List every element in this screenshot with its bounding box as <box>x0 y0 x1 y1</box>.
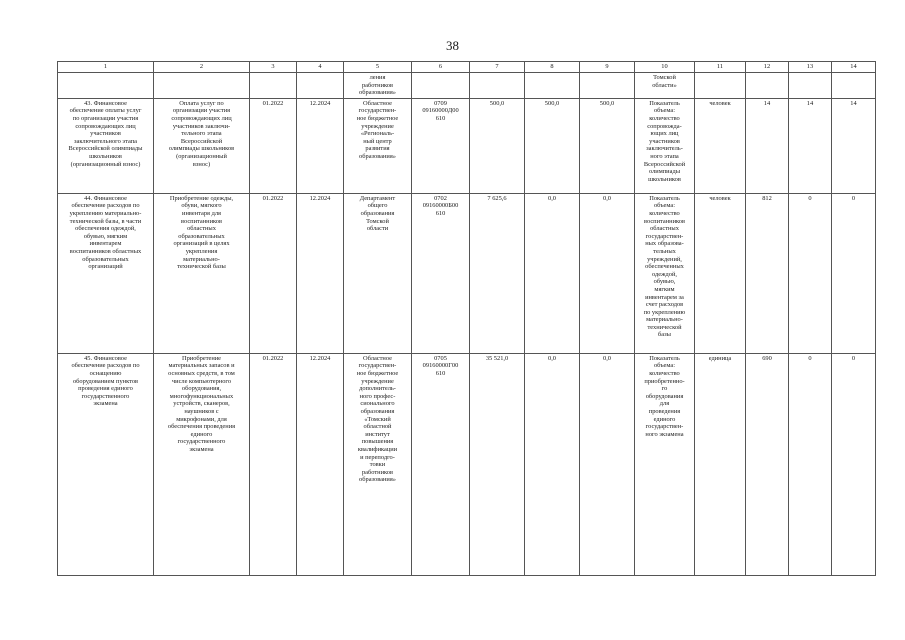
table-cell <box>789 73 832 99</box>
table-cell <box>297 73 344 99</box>
table-cell: человек <box>695 98 746 193</box>
table-cell: единица <box>695 353 746 575</box>
table-cell <box>250 73 297 99</box>
table-cell: Областное государствен- ное бюджетное учреждение дополнитель- ного профес- сионального образования «Томский областной институт повышения квалификации и переподго- товки работников образования» <box>344 353 412 575</box>
table-cell: Показатель объема: количество воспитанников областных государствен- ных образова- тельных учреждений, обеспеченных одеждой, обувью, мягким инвентарем за счет расходов по укреплению материально- технической базы <box>635 193 695 353</box>
column-number-cell: 11 <box>695 62 746 73</box>
table-cell: Департамент общего образования Томской области <box>344 193 412 353</box>
column-number-row <box>58 62 876 73</box>
table-cell: 12.2024 <box>297 98 344 193</box>
table-cell: 812 <box>746 193 789 353</box>
table-cell: 0 <box>832 193 876 353</box>
table-cell: 14 <box>789 98 832 193</box>
table-cell <box>58 73 154 99</box>
table-cell: 0 <box>832 353 876 575</box>
table-cell: 0,0 <box>525 353 580 575</box>
table-cell: 14 <box>746 98 789 193</box>
table-cell: 0702 09160000Б00 610 <box>412 193 470 353</box>
table-cell <box>470 73 525 99</box>
column-number-cell: 13 <box>789 62 832 73</box>
page-number: 38 <box>446 38 459 53</box>
table-cell: 0,0 <box>525 193 580 353</box>
column-number-cell: 10 <box>635 62 695 73</box>
column-number-cell: 3 <box>250 62 297 73</box>
table-cell: Приобретение одежды, обуви, мягкого инвентаря для воспитанников областных образовательных организаций в целях укрепления материально- технической базы <box>154 193 250 353</box>
table-cell: 12.2024 <box>297 193 344 353</box>
column-number-cell: 6 <box>412 62 470 73</box>
column-number-cell: 4 <box>297 62 344 73</box>
table-cell: 500,0 <box>470 98 525 193</box>
table-cell: Областное государствен- ное бюджетное учреждение «Региональ- ный центр развития образования» <box>344 98 412 193</box>
budget-table <box>57 61 876 576</box>
table-cell: 500,0 <box>525 98 580 193</box>
table-cell: 35 521,0 <box>470 353 525 575</box>
table-cell: 0 <box>789 193 832 353</box>
table-cell: Томской области» <box>635 73 695 99</box>
table-cell: Оплата услуг по организации участия сопровождающих лиц участников заключи- тельного этапа Всероссийской олимпиады школьников (организационный взнос) <box>154 98 250 193</box>
table-cell: 0,0 <box>580 193 635 353</box>
table-row <box>58 73 876 99</box>
table-cell <box>695 73 746 99</box>
column-number-cell: 9 <box>580 62 635 73</box>
table-row <box>58 193 876 353</box>
table-cell: Показатель объема: количество приобретенно- го оборудования для проведения единого государствен- ного экзамена <box>635 353 695 575</box>
table-cell: 690 <box>746 353 789 575</box>
table-cell: 01.2022 <box>250 98 297 193</box>
table-cell: 500,0 <box>580 98 635 193</box>
table-cell: 0709 09160000Д00 610 <box>412 98 470 193</box>
table-row <box>58 353 876 575</box>
table-cell: 0 <box>789 353 832 575</box>
table-cell: ления работников образования» <box>344 73 412 99</box>
table-cell: 43. Финансовое обеспечение оплаты услуг по организации участия сопровождающих лиц участников заключительного этапа Всероссийской олимпиады школьников (организационный взнос) <box>58 98 154 193</box>
column-number-cell: 7 <box>470 62 525 73</box>
table-cell: человек <box>695 193 746 353</box>
table-cell: 0705 09160000Г00 610 <box>412 353 470 575</box>
table-cell: 12.2024 <box>297 353 344 575</box>
table-cell: Приобретение материальных запасов и основных средств, в том числе компьютерного оборудования, многофункциональных устройств, сканеров, наушников с микрофонами, для обеспечения проведения единого государственного экзамена <box>154 353 250 575</box>
column-number-cell: 1 <box>58 62 154 73</box>
table-cell: 01.2022 <box>250 193 297 353</box>
table-cell: 44. Финансовое обеспечение расходов по укреплению материально- технической базы, в части обеспечения одеждой, обувью, мягким инвентарем воспитанников областных образовательных организаций <box>58 193 154 353</box>
table-cell: 01.2022 <box>250 353 297 575</box>
column-number-cell: 8 <box>525 62 580 73</box>
table-cell: 14 <box>832 98 876 193</box>
table-cell <box>412 73 470 99</box>
table-cell <box>154 73 250 99</box>
column-number-cell: 14 <box>832 62 876 73</box>
table-cell <box>832 73 876 99</box>
column-number-cell: 12 <box>746 62 789 73</box>
table-cell <box>746 73 789 99</box>
table-cell: 45. Финансовое обеспечение расходов по оснащению оборудованием пунктов проведения единого государственного экзамена <box>58 353 154 575</box>
column-number-cell: 5 <box>344 62 412 73</box>
table-cell: Показатель объема: количество сопровожда- ющих лиц участников заключитель- ного этапа Всероссийской олимпиады школьников <box>635 98 695 193</box>
table-row <box>58 98 876 193</box>
table-cell: 7 625,6 <box>470 193 525 353</box>
table-cell <box>580 73 635 99</box>
table-cell <box>525 73 580 99</box>
column-number-cell: 2 <box>154 62 250 73</box>
table-cell: 0,0 <box>580 353 635 575</box>
